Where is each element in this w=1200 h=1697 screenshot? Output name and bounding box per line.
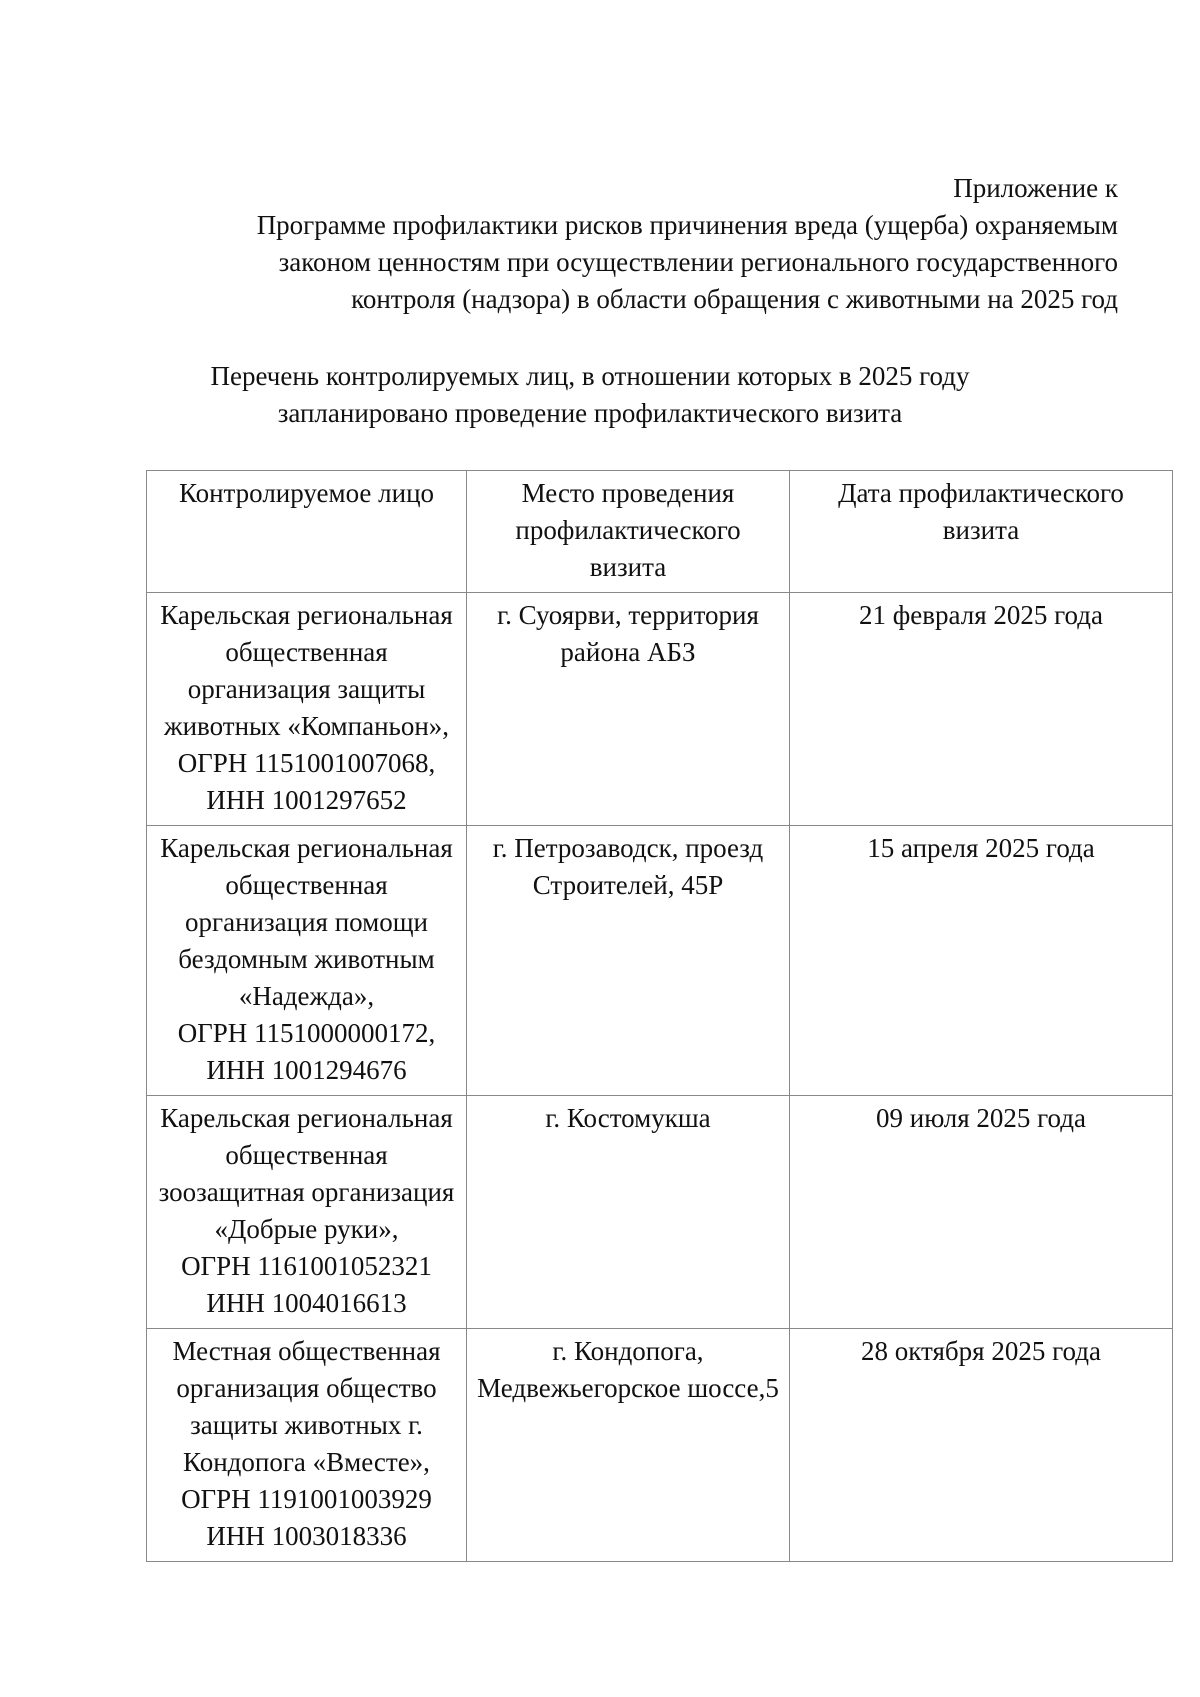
cell-line: организация защиты xyxy=(187,674,426,704)
table-row xyxy=(147,593,1173,826)
header-line: Место проведения xyxy=(521,478,735,508)
table-row xyxy=(147,1329,1173,1562)
header-line: профилактического xyxy=(515,515,741,545)
cell-line: района АБЗ xyxy=(560,637,696,667)
header-visit-place xyxy=(467,471,790,593)
title-line: запланировано проведение профилактического визита xyxy=(277,398,903,428)
cell-place xyxy=(467,593,790,826)
cell-line: г. Кондопога, xyxy=(552,1336,704,1366)
cell-line: 28 октября 2025 года xyxy=(861,1336,1101,1366)
cell-person xyxy=(147,1329,467,1562)
cell-line: организация общество xyxy=(176,1373,437,1403)
header-line: Дата профилактического xyxy=(838,478,1124,508)
cell-line: г. Петрозаводск, проезд xyxy=(492,833,764,863)
cell-line: г. Суоярви, территория xyxy=(497,600,759,630)
cell-line: ИНН 1001294676 xyxy=(206,1055,407,1085)
appendix-line: Программе профилактики рисков причинения вреда (ущерба) охраняемым xyxy=(256,210,1118,240)
title-line: Перечень контролируемых лиц, в отношении которых в 2025 году xyxy=(210,361,970,391)
cell-line: общественная xyxy=(225,637,388,667)
cell-line: 21 февраля 2025 года xyxy=(859,600,1103,630)
cell-person xyxy=(147,1096,467,1329)
cell-date xyxy=(790,1096,1173,1329)
document-title xyxy=(180,358,1000,432)
appendix-line: контроля (надзора) в области обращения с животными на 2025 год xyxy=(351,284,1118,314)
cell-line: 15 апреля 2025 года xyxy=(867,833,1095,863)
cell-line: Карельская региональная xyxy=(160,600,453,630)
cell-line: Медвежьегорское шоссе,5 xyxy=(477,1373,779,1403)
appendix-line: Приложение к xyxy=(953,173,1118,203)
appendix-line: законом ценностям при осуществлении регионального государственного xyxy=(278,247,1118,277)
cell-line: «Надежда», xyxy=(238,981,375,1011)
cell-date xyxy=(790,826,1173,1096)
cell-date xyxy=(790,1329,1173,1562)
cell-line: Строителей, 45Р xyxy=(532,870,724,900)
cell-line: ОГРН 1151001007068, xyxy=(177,748,436,778)
cell-line: 09 июля 2025 года xyxy=(876,1103,1086,1133)
cell-line: Карельская региональная xyxy=(160,1103,453,1133)
cell-line: г. Костомукша xyxy=(545,1103,711,1133)
cell-line: «Добрые руки», xyxy=(214,1214,399,1244)
cell-line: Карельская региональная xyxy=(160,833,453,863)
visits-table xyxy=(146,470,1173,1562)
cell-place xyxy=(467,1329,790,1562)
cell-line: ИНН 1003018336 xyxy=(206,1521,407,1551)
header-line: Контролируемое лицо xyxy=(178,478,435,508)
cell-line: организация помощи xyxy=(185,907,428,937)
cell-line: ИНН 1001297652 xyxy=(206,785,407,815)
cell-line: Местная общественная xyxy=(172,1336,441,1366)
cell-line: ИНН 1004016613 xyxy=(206,1288,407,1318)
cell-line: Кондопога «Вместе», xyxy=(183,1447,430,1477)
table-row xyxy=(147,826,1173,1096)
header-line: визита xyxy=(589,552,667,582)
appendix-header xyxy=(158,170,1118,318)
cell-line: бездомным животным xyxy=(178,944,435,974)
cell-line: ОГРН 1161001052321 xyxy=(181,1251,432,1281)
table-header-row xyxy=(147,471,1173,593)
cell-line: общественная xyxy=(225,870,388,900)
table-row xyxy=(147,1096,1173,1329)
cell-person xyxy=(147,826,467,1096)
cell-line: защиты животных г. xyxy=(190,1410,423,1440)
cell-person xyxy=(147,593,467,826)
header-visit-date xyxy=(790,471,1173,593)
cell-place xyxy=(467,1096,790,1329)
cell-date xyxy=(790,593,1173,826)
cell-line: ОГРН 1151000000172, xyxy=(177,1018,436,1048)
cell-line: зоозащитная организация xyxy=(158,1177,455,1207)
cell-line: животных «Компаньон», xyxy=(163,711,450,741)
cell-line: ОГРН 1191001003929 xyxy=(181,1484,432,1514)
header-line: визита xyxy=(942,515,1020,545)
header-controlled-person xyxy=(147,471,467,593)
cell-line: общественная xyxy=(225,1140,388,1170)
cell-place xyxy=(467,826,790,1096)
